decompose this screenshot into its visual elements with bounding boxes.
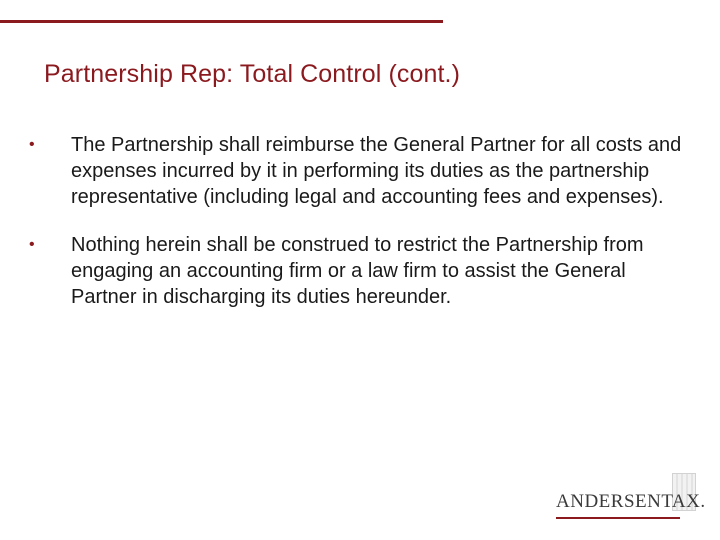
bullet-text: The Partnership shall reimburse the General Partner for all costs and expenses incurred by it in performing its duties as the partnership representative (including legal and accounting fees and expenses). — [71, 134, 682, 208]
slide-title: Partnership Rep: Total Control (cont.) — [44, 60, 461, 88]
bullet-marker: • — [29, 136, 35, 153]
bullet-item — [29, 132, 689, 210]
bullet-item — [29, 232, 689, 310]
logo-underline — [556, 517, 680, 519]
logo-wordmark: ANDERSENTAX. — [556, 491, 706, 512]
bullet-text: Nothing herein shall be construed to restrict the Partnership from engaging an accounting firm or a law firm to assist the General Partner in discharging its duties hereunder. — [71, 234, 644, 308]
top-accent-rule — [0, 20, 443, 23]
bullet-marker: • — [29, 236, 35, 253]
bullet-list — [29, 132, 689, 332]
andersen-tax-logo — [556, 487, 706, 517]
